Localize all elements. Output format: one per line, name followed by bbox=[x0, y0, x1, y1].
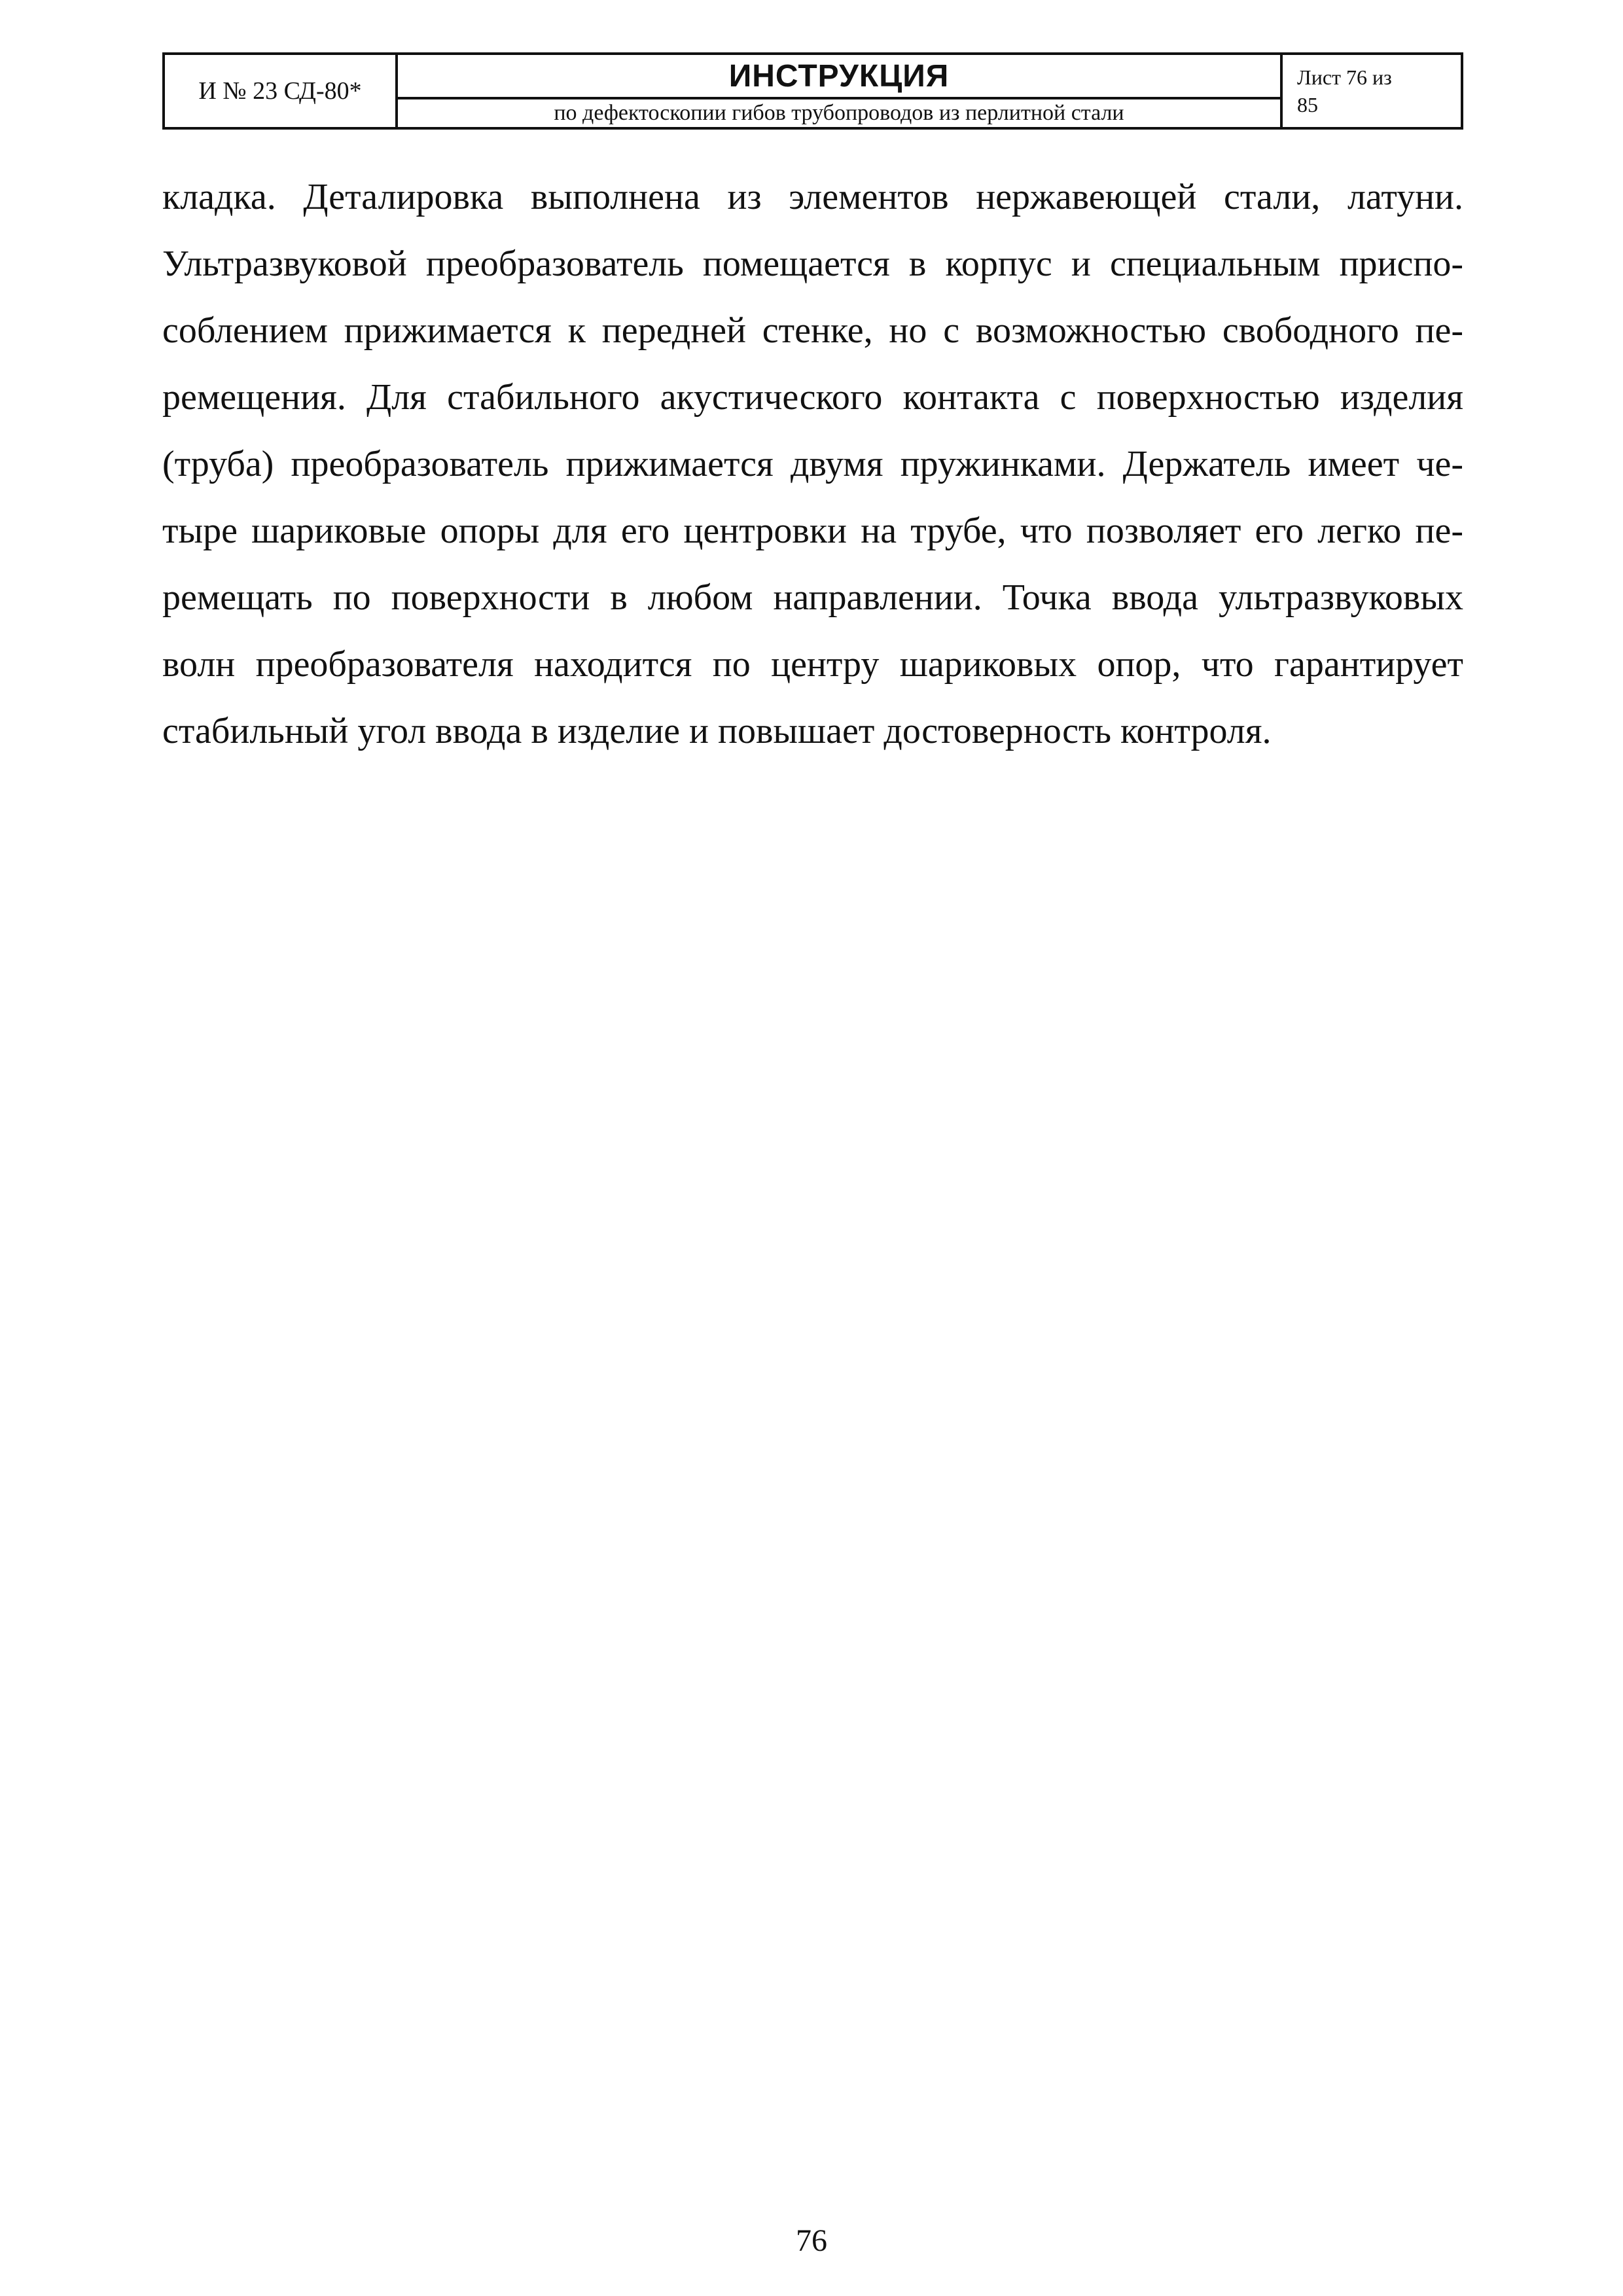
page-number: 76 bbox=[796, 2223, 827, 2258]
body-line: Ультразвуковой преобразователь помещается в корпус и специальным приспо- bbox=[162, 243, 1463, 284]
document-title: ИНСТРУКЦИЯ bbox=[398, 55, 1280, 99]
sheet-counter bbox=[1283, 55, 1461, 127]
sheet-counter-line2: 85 bbox=[1297, 93, 1318, 117]
body-line: кладка. Деталировка выполнена из элементов нержавеющей стали, латуни. bbox=[162, 177, 1463, 217]
body-line: стабильный угол ввода в изделие и повышает достоверность контроля. bbox=[162, 711, 1272, 751]
header-title-block bbox=[398, 55, 1283, 127]
document-header bbox=[162, 52, 1463, 130]
body-paragraph bbox=[162, 164, 1463, 764]
body-line: (труба) преобразователь прижимается двумя пружинками. Держатель имеет че- bbox=[162, 444, 1463, 484]
body-line: тыре шариковые опоры для его центровки на трубе, что позволяет его легко пе- bbox=[162, 511, 1463, 551]
document-subtitle: по дефектоскопии гибов трубопроводов из перлитной стали bbox=[554, 101, 1124, 125]
body-line: ремещать по поверхности в любом направлении. Точка ввода ультразвуковых bbox=[162, 577, 1463, 618]
body-line: волн преобразователя находится по центру шариковых опор, что гарантирует bbox=[162, 644, 1463, 685]
body-line: соблением прижимается к передней стенке, но с возможностью свободного пе- bbox=[162, 310, 1463, 351]
sheet-counter-line1: Лист 76 из bbox=[1297, 65, 1392, 89]
body-line: ремещения. Для стабильного акустического контакта с поверхностью изделия bbox=[162, 377, 1463, 418]
document-id: И № 23 СД-80* bbox=[165, 55, 398, 127]
